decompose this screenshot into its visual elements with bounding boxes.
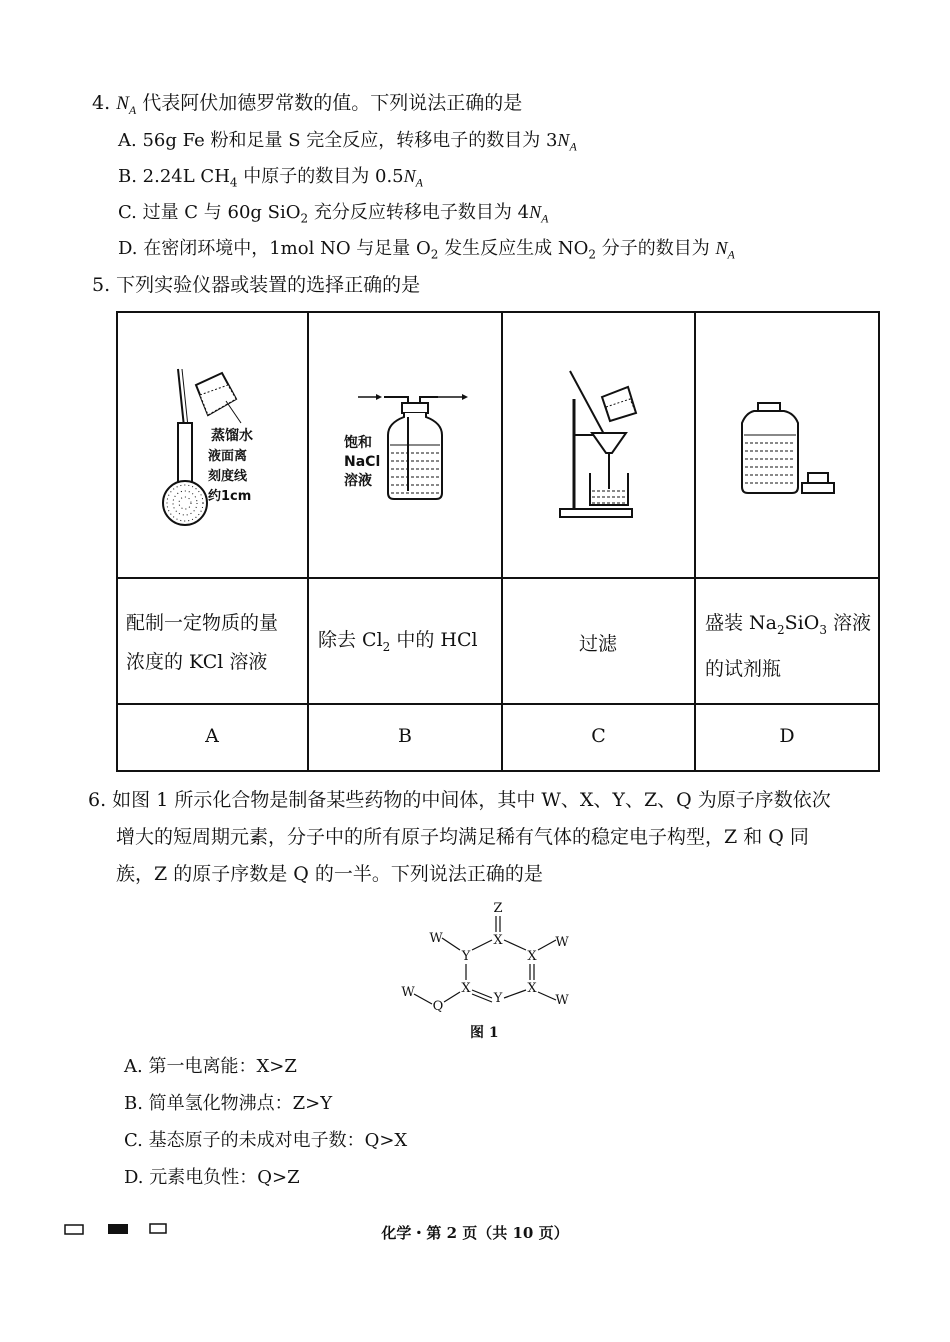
- atom-w-1: W: [429, 931, 443, 946]
- cell-c-description: 过滤: [578, 633, 617, 655]
- figure-1-structure: [398, 898, 578, 1018]
- answer-b: B: [398, 725, 412, 747]
- atom-z: Z: [493, 901, 503, 916]
- label-saturated-nacl: 饱和 NaCl 溶液: [344, 435, 381, 489]
- q6-option-d: D. 元素电负性：Q>Z: [124, 1167, 300, 1188]
- atom-x-right: X: [527, 949, 537, 964]
- atom-x-top: X: [493, 933, 503, 948]
- atom-w-3: W: [555, 993, 569, 1008]
- label-distilled-water: 蒸馏水: [211, 428, 253, 444]
- atom-x-bottom-right: X: [527, 981, 537, 996]
- q6-option-c: C. 基态原子的未成对电子数：Q>X: [124, 1130, 408, 1151]
- q5-stem: 5. 下列实验仪器或装置的选择正确的是: [92, 274, 421, 296]
- cell-a-description: 配制一定物质的量 浓度的 KCl 溶液: [126, 612, 279, 673]
- q4-number: 4.: [92, 92, 111, 114]
- q5-apparatus-table: [116, 311, 880, 772]
- atom-y-bottom: Y: [493, 991, 503, 1006]
- cell-b-description: 除去 $Cl_2$ 中的 HCl: [318, 629, 478, 654]
- reagent-bottle-diagram: [740, 401, 840, 497]
- q4-option-d: D. 在密闭环境中，1mol NO 与足量 $O_2$ 发生反应生成 $NO_2$ 分子的数目为 $N_A$: [118, 238, 735, 262]
- answer-c: C: [591, 725, 606, 747]
- figure-1-caption: 图 1: [470, 1025, 499, 1041]
- atom-q: Q: [432, 999, 444, 1014]
- q4-option-b: B. 2.24L $CH_4$ 中原子的数目为 $0.5N_A$: [118, 166, 423, 190]
- filtration-apparatus-diagram: [556, 369, 656, 523]
- q6-stem: 6. 如图 1 所示化合物是制备某些药物的中间体，其中 W、X、Y、Z、Q 为原子序数依次 增大的短周期元素，分子中的所有原子均满足稀有气体的稳定电子构型，Z 和 Q 同 族，Z 的原子序数是 Q 的一半。下列说法正确的是: [88, 789, 831, 885]
- q6-option-a: A. 第一电离能：X>Z: [124, 1056, 297, 1077]
- label-liquid-level-note: 液面离 刻度线 约1cm: [208, 449, 252, 504]
- na-symbol: $N_A$: [116, 93, 137, 117]
- cell-d-description: 盛装 $Na_2SiO_3$ 溶液 的试剂瓶: [705, 612, 871, 680]
- atom-y-left: Y: [461, 949, 471, 964]
- atom-w-2: W: [555, 935, 569, 950]
- q6-option-b: B. 简单氢化物沸点：Z>Y: [124, 1093, 333, 1114]
- answer-d: D: [779, 725, 795, 747]
- q4-option-c: C. 过量 C 与 60g SiO$_2$ 充分反应转移电子数目为 $4N_A$: [118, 202, 549, 226]
- q4-stem: [92, 90, 522, 123]
- page-footer: 化学・第 2 页（共 10 页）: [381, 1224, 569, 1242]
- atom-w-4: W: [401, 985, 415, 1000]
- q4-stem-text: 代表阿伏加德罗常数的值。下列说法正确的是: [142, 92, 523, 114]
- answer-a: A: [205, 725, 219, 747]
- atom-x-left: X: [461, 981, 471, 996]
- q4-option-a: A. 56g Fe 粉和足量 S 完全反应，转移电子的数目为 $3N_A$: [118, 130, 577, 154]
